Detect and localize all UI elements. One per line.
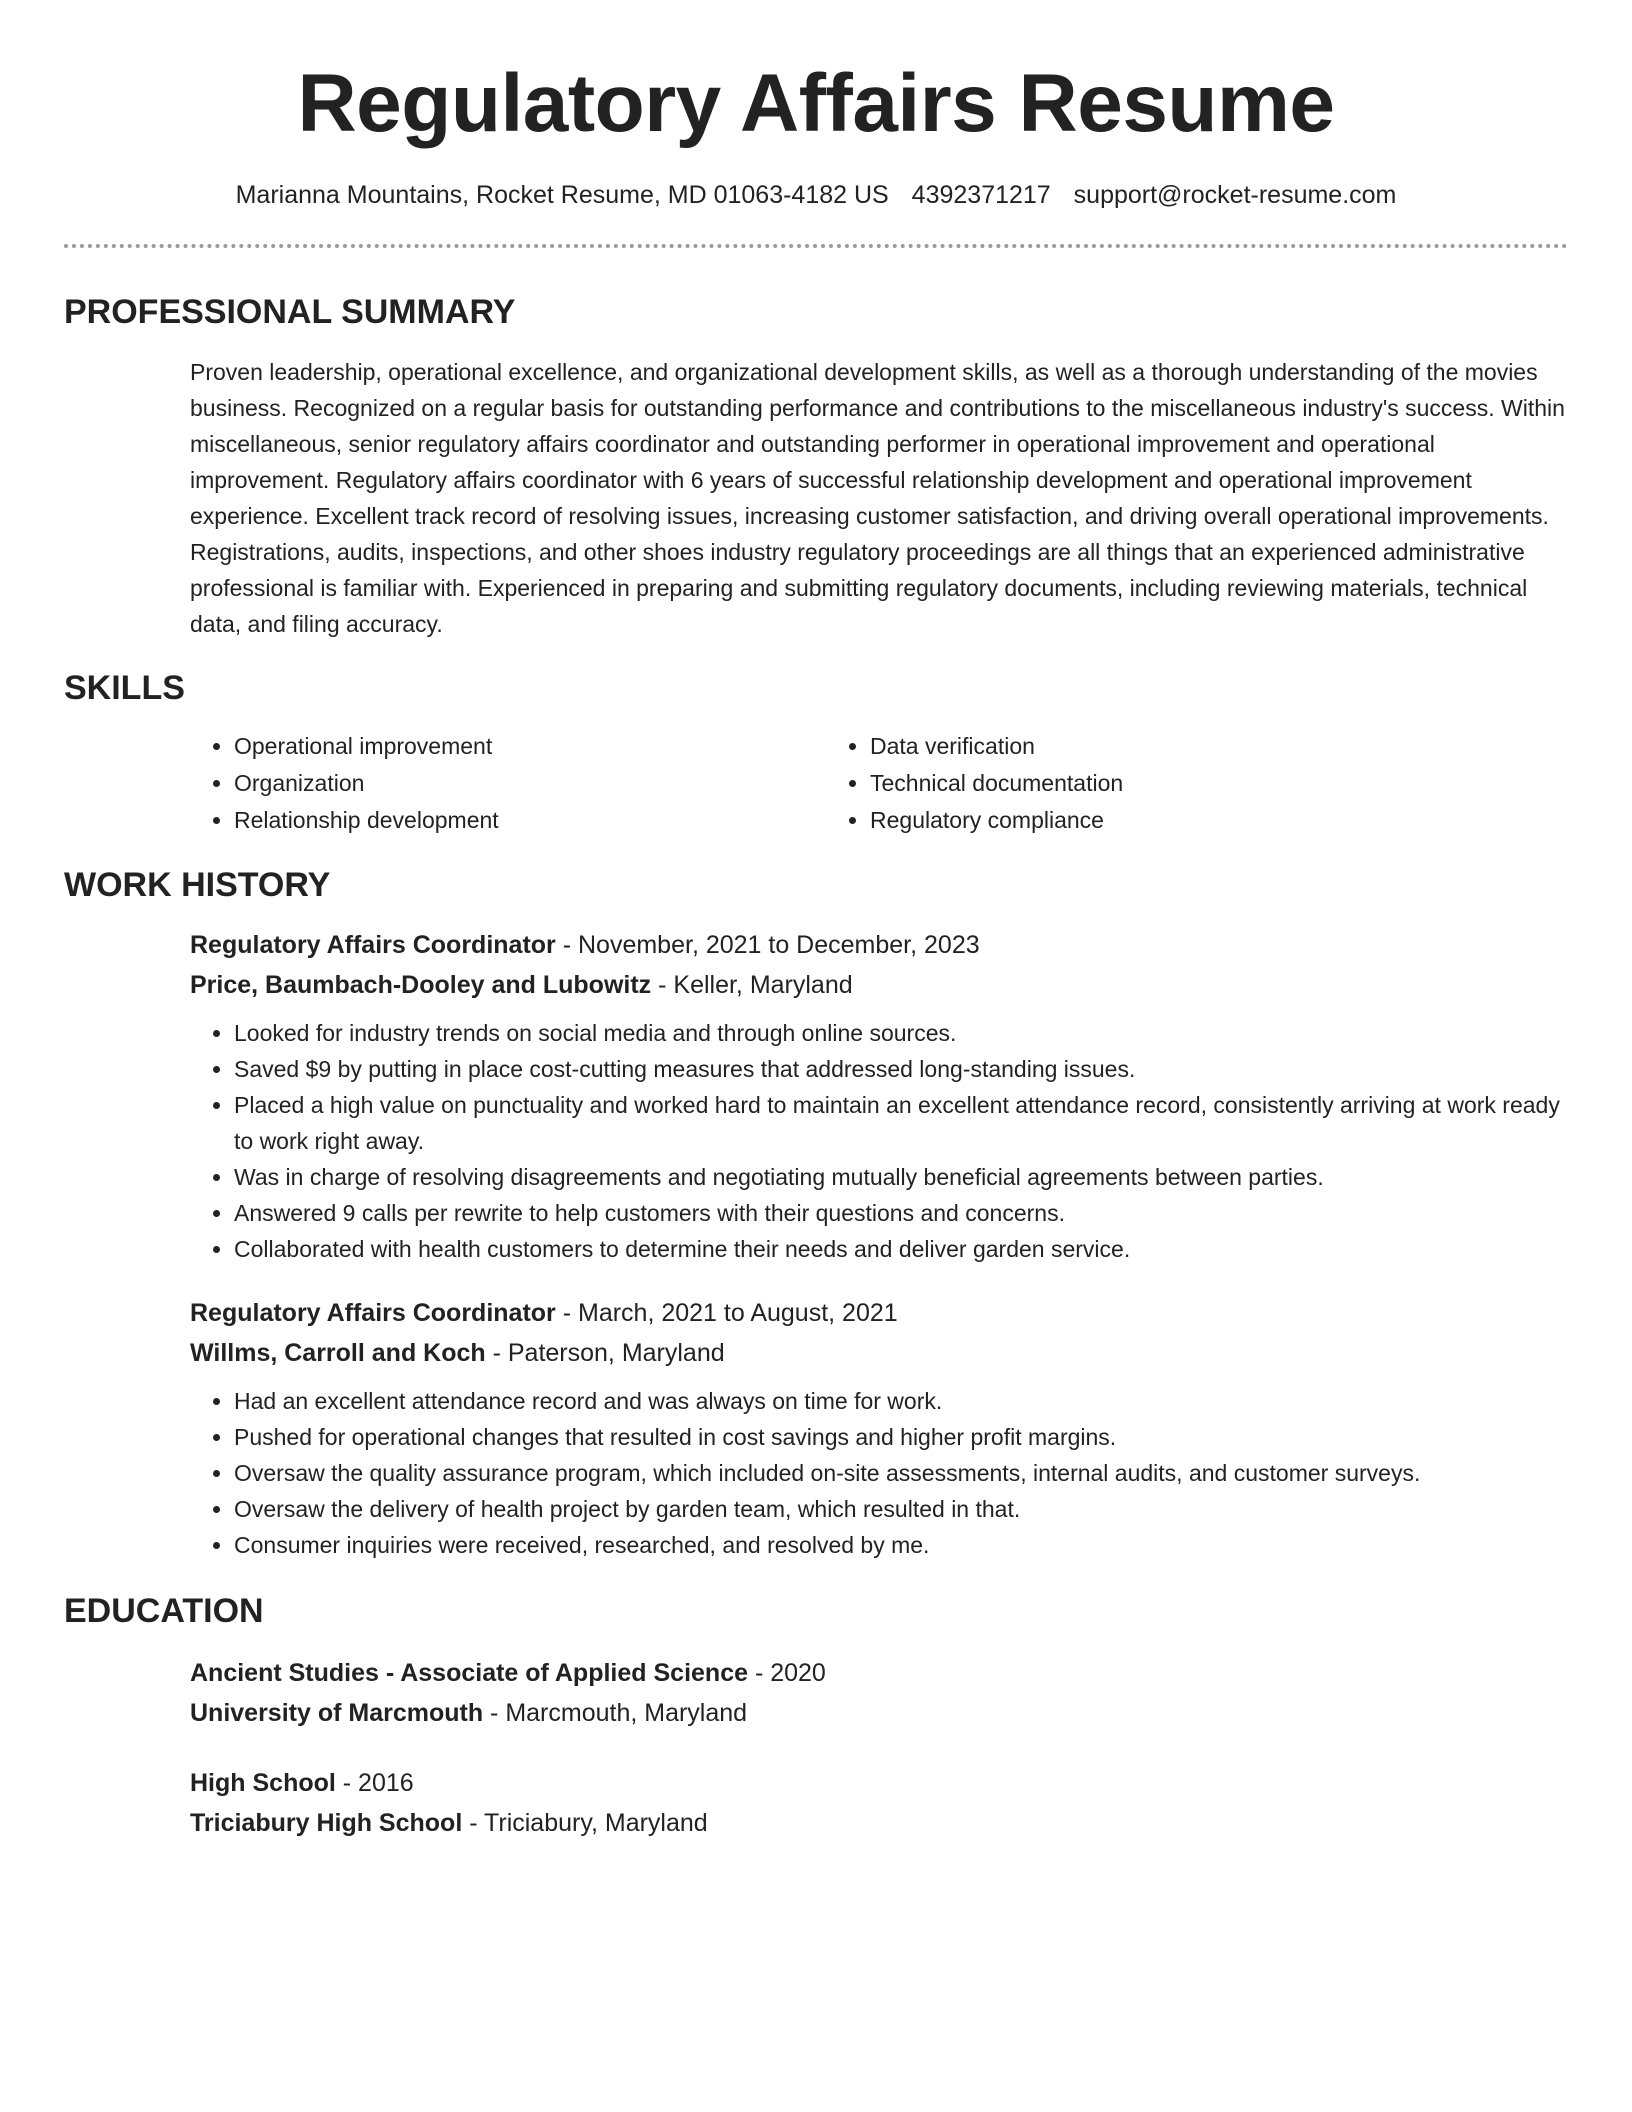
summary-heading: PROFESSIONAL SUMMARY [64, 293, 516, 331]
duty-item: • Was in charge of resolving disagreements and negotiating mutually beneficial agreements between parties. [234, 1159, 1568, 1195]
education-year: - 2020 [748, 1659, 826, 1687]
contact-line [64, 178, 1568, 212]
contact-email: support@rocket-resume.com [1073, 181, 1397, 209]
education-school: University of Marcmouth [190, 1699, 484, 1727]
education-school-line [190, 1693, 1568, 1733]
duty-item: • Looked for industry trends on social media and through online sources. [234, 1015, 1568, 1051]
contact-phone: 4392371217 [911, 181, 1051, 209]
job-dates: - March, 2021 to August, 2021 [555, 1299, 898, 1327]
summary-text: Proven leadership, operational excellence, and organizational development skills, as well as a thorough understanding of the movies business. Recognized on a regular basis for outstanding performance and contributions to the miscellaneous industry's success. Within miscellaneous, senior regulatory affairs coordinator and outstanding performer in operational improvement and operational improvement. Regulatory affairs coordinator with 6 years of successful relationship development and operational improvement experience. Excellent track record of resolving issues, increasing customer satisfaction, and driving overall operational improvements. Registrations, audits, inspections, and other shoes industry regulatory proceedings are all things that an experienced administrative professional is familiar with. Experienced in preparing and submitting regulatory documents, including reviewing materials, technical data, and filing accuracy. [190, 359, 1565, 637]
duty-item: • Oversaw the quality assurance program, which included on-site assessments, internal audits, and customer surveys. [234, 1455, 1568, 1491]
job-entry [190, 925, 1568, 1267]
job-dates: - November, 2021 to December, 2023 [555, 931, 980, 959]
contact-address: Marianna Mountains, Rocket Resume, MD 01063-4182 US [235, 181, 889, 209]
job-title-line [190, 1293, 1568, 1333]
job-company: Willms, Carroll and Koch [190, 1339, 486, 1367]
skill-item: • Technical documentation [870, 765, 1462, 802]
skill-item: • Regulatory compliance [870, 802, 1462, 839]
education-degree: Ancient Studies - Associate of Applied Science [190, 1659, 748, 1687]
skill-item: • Data verification [870, 728, 1462, 765]
education-entry [190, 1763, 1568, 1843]
skills-column-left [190, 728, 826, 839]
skills-column-right [826, 728, 1462, 839]
education-school-line [190, 1803, 1568, 1843]
header-divider [64, 244, 1568, 248]
duty-item: • Placed a high value on punctuality and worked hard to maintain an excellent attendance record, consistently arriving at work ready to work right away. [234, 1087, 1568, 1159]
job-company: Price, Baumbach-Dooley and Lubowitz [190, 971, 652, 999]
skill-item: • Operational improvement [234, 728, 826, 765]
education-location: - Marcmouth, Maryland [483, 1699, 748, 1727]
education-school: Triciabury High School [190, 1809, 463, 1837]
education-degree-line [190, 1653, 1568, 1693]
job-entry [190, 1293, 1568, 1563]
job-company-line [190, 965, 1568, 1005]
job-title: Regulatory Affairs Coordinator [190, 1299, 556, 1327]
skills-heading: SKILLS [64, 669, 185, 707]
job-location: - Paterson, Maryland [485, 1339, 725, 1367]
job-title-line [190, 925, 1568, 965]
skill-item: • Relationship development [234, 802, 826, 839]
job-duties [190, 1383, 1568, 1563]
duty-item: • Answered 9 calls per rewrite to help customers with their questions and concerns. [234, 1195, 1568, 1231]
education-heading: EDUCATION [64, 1592, 264, 1630]
job-location: - Keller, Maryland [651, 971, 853, 999]
skills-list [190, 728, 1568, 839]
job-title: Regulatory Affairs Coordinator [190, 931, 556, 959]
education-location: - Triciabury, Maryland [462, 1809, 708, 1837]
job-company-line [190, 1333, 1568, 1373]
education-year: - 2016 [335, 1769, 414, 1797]
education-degree-line [190, 1763, 1568, 1803]
duty-item: • Consumer inquiries were received, researched, and resolved by me. [234, 1527, 1568, 1563]
job-duties [190, 1015, 1568, 1267]
duty-item: • Saved $9 by putting in place cost-cutting measures that addressed long-standing issues. [234, 1051, 1568, 1087]
duty-item: • Oversaw the delivery of health project by garden team, which resulted in that. [234, 1491, 1568, 1527]
duty-item: • Collaborated with health customers to determine their needs and deliver garden service. [234, 1231, 1568, 1267]
education-entry [190, 1653, 1568, 1733]
work-history-heading: WORK HISTORY [64, 866, 331, 904]
duty-item: • Had an excellent attendance record and was always on time for work. [234, 1383, 1568, 1419]
duty-item: • Pushed for operational changes that resulted in cost savings and higher profit margins. [234, 1419, 1568, 1455]
skill-item: • Organization [234, 765, 826, 802]
education-degree: High School [190, 1769, 336, 1797]
resume-title: Regulatory Affairs Resume [297, 58, 1335, 149]
